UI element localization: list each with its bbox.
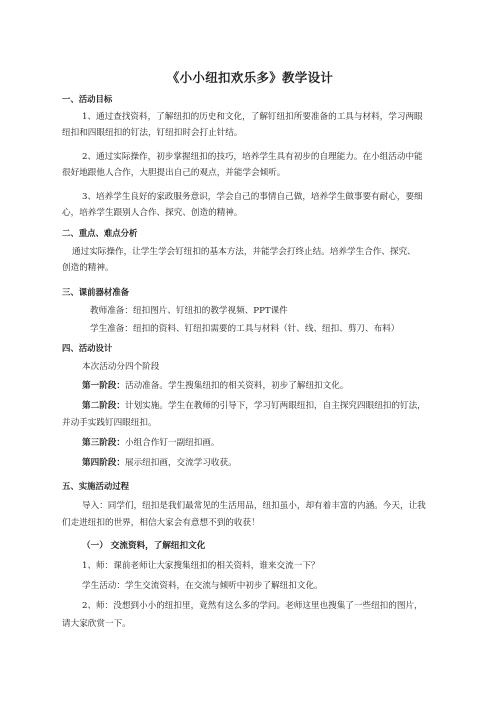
paragraph-line: 2、通过实际操作，初步掌握纽扣的技巧，培养学生具有初步的自理能力。在小组活动中能 bbox=[82, 152, 423, 162]
stage-label: 第四阶段： bbox=[82, 458, 125, 468]
paragraph-line: 通过实际操作，让学生学会钉纽扣的基本方法，并能学会打终止结。培养学生合作、探究、 bbox=[72, 247, 416, 257]
paragraph-line: 们走进纽扣的世界，相信大家会有意想不到的收获！ bbox=[62, 518, 260, 528]
stage-label: 第三阶段： bbox=[82, 438, 125, 448]
stage-label: 第一阶段： bbox=[82, 381, 125, 391]
paragraph-line: 1、师：课前老师让大家搜集纽扣的相关资料，谁来交流一下？ bbox=[82, 561, 320, 571]
stage-2 bbox=[82, 401, 462, 412]
paragraph-line: 心，培养学生跟别人合作、探究、创造的精神。 bbox=[62, 208, 243, 218]
subsection-heading: （一） 交流资料，了解纽扣文化 bbox=[82, 541, 206, 551]
student-prep: 学生准备：纽扣的资料、钉纽扣需要的工具与材料（针、线、纽扣、剪刀、布料） bbox=[90, 324, 400, 334]
stage-1 bbox=[82, 381, 462, 392]
stage-text: 展示纽扣画，交流学习收获。 bbox=[124, 458, 237, 468]
section-heading-design: 四、活动设计 bbox=[62, 343, 113, 353]
paragraph-line: 3、培养学生良好的家政服务意识，学会自己的事情自己做，培养学生做事要有耐心，要细 bbox=[82, 192, 423, 202]
section-heading-keypoints: 二、重点、难点分析 bbox=[62, 228, 138, 238]
teacher-prep: 教师准备：纽扣图片、钉纽扣的教学视频、PPT课件 bbox=[90, 306, 288, 316]
design-intro: 本次活动分四个阶段 bbox=[82, 362, 160, 372]
stage-text: 活动准备。学生搜集纽扣的相关资料，初步了解纽扣文化。 bbox=[124, 381, 349, 391]
stage-text: 小组合作钉一副纽扣画。 bbox=[124, 438, 220, 448]
paragraph-line: 2、师：没想到小小的纽扣里，竟然有这么多的学问。老师这里也搜集了一些纽扣的图片， bbox=[82, 601, 423, 611]
paragraph-line: 纽扣和四眼纽扣的钉法，钉纽扣时会打止针结。 bbox=[62, 128, 243, 138]
paragraph-line: 1、通过查找资料，了解纽扣的历史和文化，了解钉纽扣所要准备的工具与材料，学习两眼 bbox=[82, 112, 423, 122]
paragraph-line: 很好地跟他人合作，大胆提出自己的观点，并能学会倾听。 bbox=[62, 168, 286, 178]
paragraph-line: 创造的精神。 bbox=[62, 263, 114, 273]
document-title: 《小小纽扣欢乐多》教学设计 bbox=[166, 70, 334, 85]
section-heading-process: 五、实施活动过程 bbox=[62, 481, 129, 491]
stage-text: 计划实施。学生在教师的引导下，学习钉两眼纽扣，自主探究四眼纽扣的钉法， bbox=[124, 401, 426, 411]
paragraph-line: 请大家欣赏一下。 bbox=[62, 619, 131, 629]
paragraph-line: 学生活动：学生交流资料，在交流与倾听中初步了解纽扣文化。 bbox=[82, 581, 323, 591]
section-heading-materials: 三、课前器材准备 bbox=[62, 287, 129, 297]
stage-label: 第二阶段： bbox=[82, 401, 125, 411]
paragraph-line: 并动手实践钉四眼纽扣。 bbox=[62, 418, 157, 428]
paragraph-line: 导入：同学们，纽扣是我们最常见的生活用品，纽扣虽小，却有着丰富的内涵。今天，让我 bbox=[82, 501, 426, 511]
stage-3 bbox=[82, 438, 462, 449]
section-heading-goals: 一、活动目标 bbox=[62, 94, 113, 104]
stage-4 bbox=[82, 458, 462, 469]
